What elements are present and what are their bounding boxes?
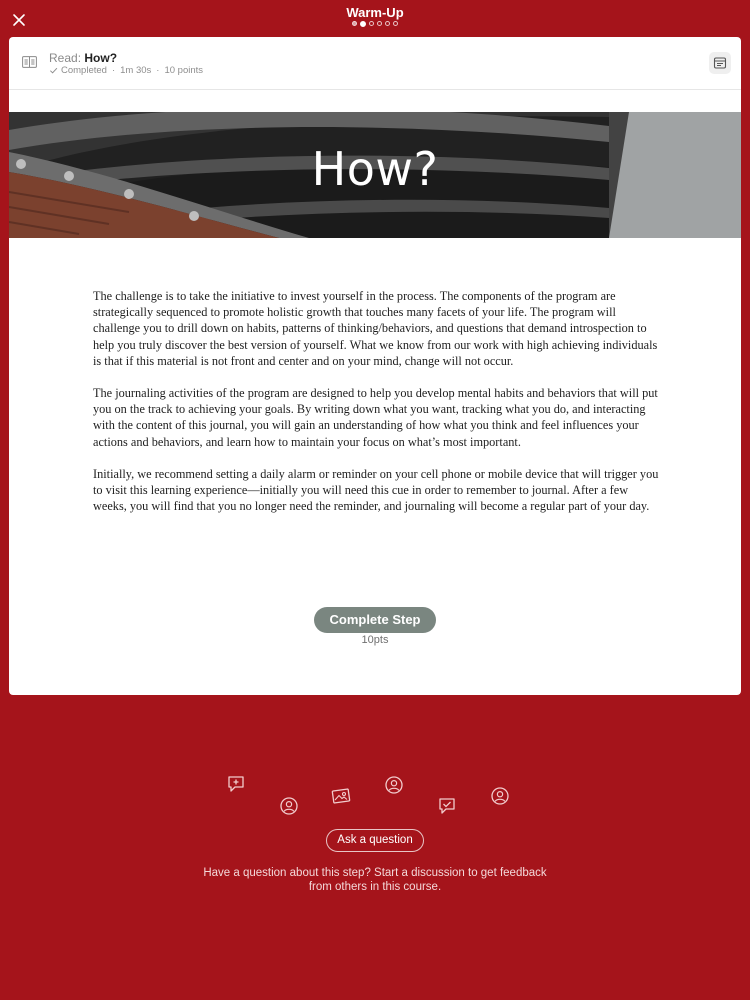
lesson-title: Warm-Up [346, 5, 404, 20]
step-card [9, 37, 741, 695]
add-comment-icon [226, 774, 246, 794]
meta-separator: · [111, 65, 116, 76]
profile-icon [490, 786, 510, 806]
progress-dot [385, 21, 390, 26]
hero-banner [9, 112, 741, 238]
hero-title: How? [311, 142, 439, 196]
paragraph: Initially, we recommend setting a daily alarm or reminder on your cell phone or mobile device that will trigger you to visit this learning experience—initially you will need this cue in order to remember to journal. After a few weeks, you will find that you no longer need the reminder, and journaling will become a regular part of your day. [93, 466, 659, 514]
progress-dot-current [360, 21, 366, 27]
notebook-button[interactable] [709, 52, 731, 74]
step-meta [49, 65, 203, 76]
meta-separator: · [156, 65, 160, 76]
progress-dot [393, 21, 398, 26]
paragraph: The challenge is to take the initiative to invest yourself in the process. The components of the program are strategically sequenced to promote holistic growth that touches many facets of your life. The program will challenge you to drill down on habits, patterns of thinking/behaviors, and questions that demand introspection to help you truly discover the best version of yourself. What we know from our work with high achieving individuals is that if this material is not front and center and on your mind, change will not occur. [93, 289, 658, 368]
progress-dot [377, 21, 382, 26]
ask-question-button[interactable]: Ask a question [326, 829, 424, 852]
progress-dot [352, 21, 357, 26]
top-bar [0, 0, 750, 36]
step-name: How? [84, 51, 118, 65]
step-header [9, 37, 741, 90]
complete-step-button[interactable]: Complete Step [314, 607, 436, 633]
article-icon [22, 56, 37, 68]
check-icon [49, 66, 58, 75]
profile-icon [384, 775, 404, 795]
profile-icon [279, 796, 299, 816]
step-type-label: Read: [49, 51, 82, 65]
photo-icon [331, 786, 351, 806]
step-content [93, 288, 663, 530]
points-text: 10 points [164, 65, 204, 76]
complete-points: 10pts [361, 634, 389, 646]
progress-dot [369, 21, 374, 26]
paragraph: The journaling activities of the program are designed to help you develop mental habits and behaviors that will put you on the track to achieving your goals. By writing down what you want, tracking what you do, and interacting with the content of this journal, you will gain an understanding of how what you think and feel influences your actions and behaviors, and learn how to maintain your focus on what’s most important. [93, 386, 658, 449]
discussion-description: Have a question about this step? Start a discussion to get feedback from others in this course. [203, 867, 547, 893]
notebook-icon [713, 56, 727, 70]
status-text: Completed [61, 65, 107, 76]
progress-dots [0, 21, 750, 27]
step-title [49, 51, 117, 65]
chat-check-icon [437, 796, 457, 816]
duration-text: 1m 30s [120, 65, 152, 76]
